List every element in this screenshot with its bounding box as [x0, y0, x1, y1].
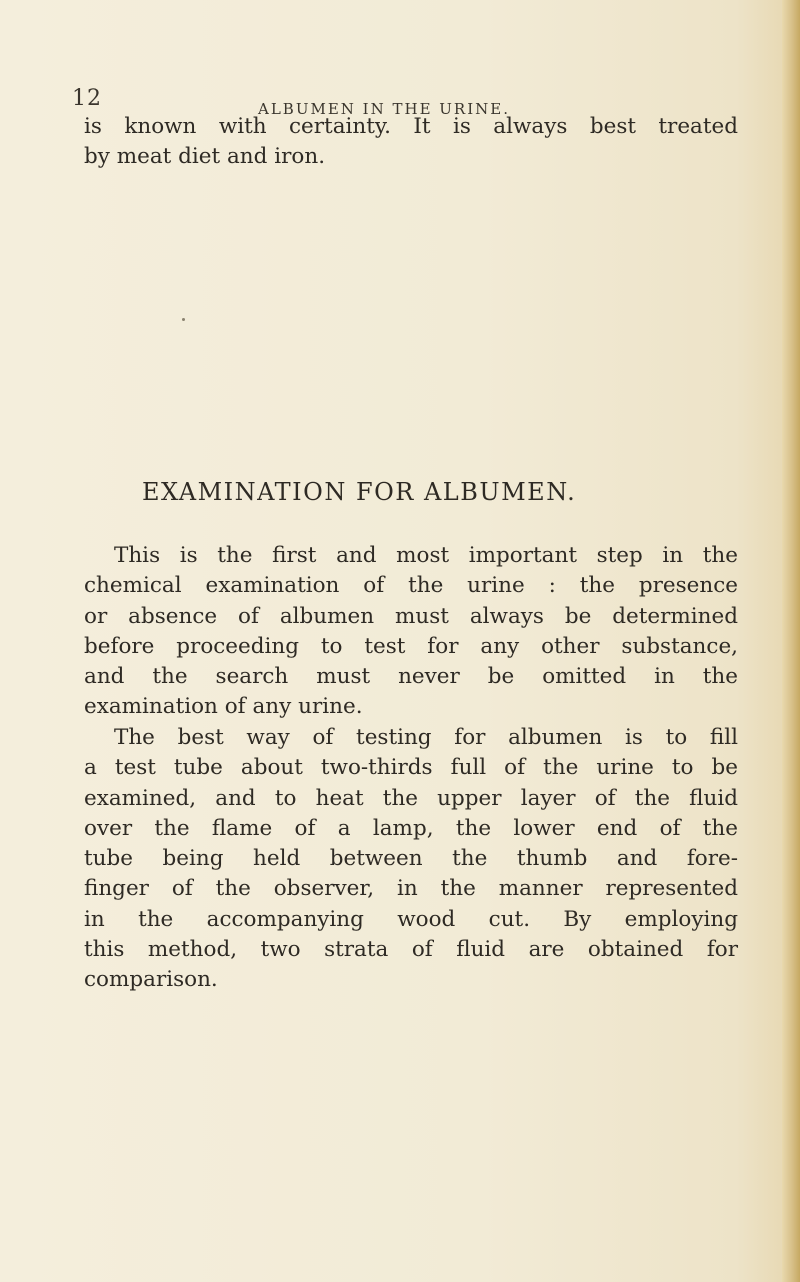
paragraph-2 — [84, 723, 738, 996]
text-line: is known with certainty. It is always best treated — [84, 114, 738, 139]
text-line: chemical examination of the urine : the presence — [84, 573, 738, 599]
text-line: This is the first and most important step in the — [114, 543, 738, 568]
running-head: ALBUMEN IN THE URINE. — [258, 100, 510, 118]
text-line: The best way of testing for albumen is to fill — [114, 725, 738, 750]
section-heading: EXAMINATION FOR ALBUMEN. — [142, 478, 577, 506]
text-line: tube being held between the thumb and fore- — [84, 846, 738, 872]
page-number: 12 — [72, 86, 102, 111]
text-line: in the accompanying wood cut. By employing — [84, 906, 738, 932]
text-line: and the search must never be omitted in the — [84, 664, 738, 690]
page-edge — [782, 0, 800, 1282]
text-line: over the flame of a lamp, the lower end of the — [84, 815, 738, 841]
text-line: by meat diet and iron. — [84, 144, 326, 170]
text-line: comparison. — [84, 967, 218, 993]
text-line: or absence of albumen must always be determined — [84, 603, 738, 629]
text-line: before proceeding to test for any other substance, — [84, 633, 738, 659]
text-line: this method, two strata of fluid are obtained for — [84, 937, 738, 963]
print-speck — [182, 318, 185, 321]
text-line: a test tube about two-thirds full of the urine to be — [84, 755, 738, 781]
text-line: examination of any urine. — [84, 694, 363, 720]
text-line: examined, and to heat the upper layer of the fluid — [84, 785, 738, 811]
text-line: finger of the observer, in the manner represented — [84, 876, 738, 902]
paragraph-1 — [84, 541, 738, 723]
intro-text — [84, 112, 738, 173]
